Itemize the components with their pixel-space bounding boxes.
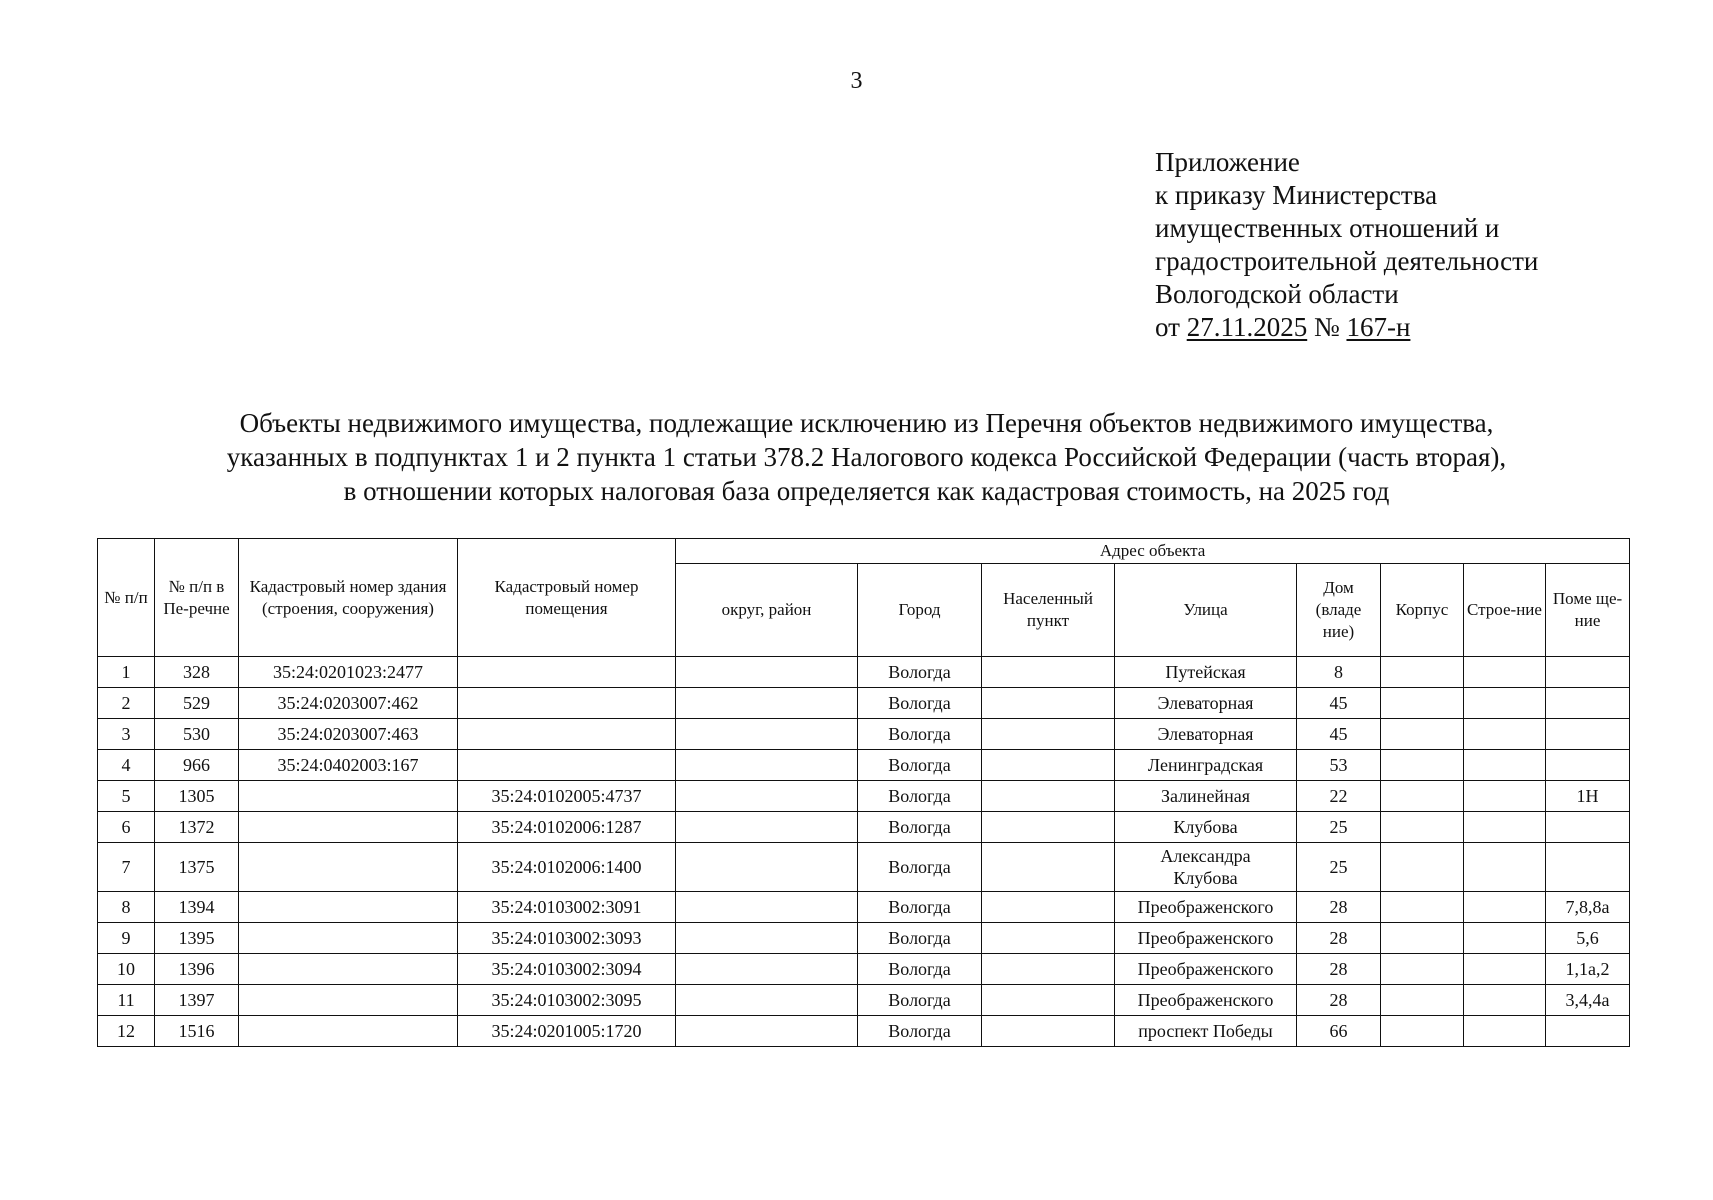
title-line: Объекты недвижимого имущества, подлежащие исключению из Перечня объектов недвижимого имущества, [239, 408, 1494, 438]
cell-list-num: 1516 [155, 1016, 239, 1047]
cell-building-cadastral [239, 923, 458, 954]
cell-pomeshchenie: 5,6 [1546, 923, 1630, 954]
cell-street: проспект Победы [1115, 1016, 1297, 1047]
cell-street: Элеваторная [1115, 688, 1297, 719]
table-row [98, 1016, 1630, 1047]
cell-building-cadastral [239, 781, 458, 812]
cell-num: 11 [98, 985, 155, 1016]
appendix-line: градостроительной деятельности [1155, 246, 1539, 276]
cell-stroenie [1464, 750, 1546, 781]
cell-num: 1 [98, 657, 155, 688]
cell-pomeshchenie [1546, 1016, 1630, 1047]
cell-settlement [982, 843, 1115, 892]
number-prefix: № [1313, 312, 1347, 342]
cell-korpus [1381, 719, 1464, 750]
cell-street: Преображенского [1115, 985, 1297, 1016]
cell-room-cadastral: 35:24:0201005:1720 [458, 1016, 676, 1047]
cell-room-cadastral [458, 719, 676, 750]
table-row [98, 985, 1630, 1016]
cell-street: Клубова [1115, 812, 1297, 843]
cell-city: Вологда [858, 1016, 982, 1047]
cell-district [676, 892, 858, 923]
cell-stroenie [1464, 781, 1546, 812]
cell-city: Вологда [858, 719, 982, 750]
cell-korpus [1381, 688, 1464, 719]
cell-building-cadastral: 35:24:0201023:2477 [239, 657, 458, 688]
cell-street: Александра Клубова [1115, 843, 1297, 892]
table-row [98, 954, 1630, 985]
cell-num: 9 [98, 923, 155, 954]
cell-settlement [982, 719, 1115, 750]
cell-pomeshchenie [1546, 812, 1630, 843]
cell-list-num: 1305 [155, 781, 239, 812]
cell-pomeshchenie [1546, 719, 1630, 750]
cell-building-cadastral [239, 843, 458, 892]
cell-building-cadastral: 35:24:0402003:167 [239, 750, 458, 781]
cell-settlement [982, 923, 1115, 954]
table-row [98, 657, 1630, 688]
header-settlement: Населенный пункт [982, 564, 1115, 657]
cell-num: 10 [98, 954, 155, 985]
cell-room-cadastral [458, 750, 676, 781]
header-list-num: № п/п в Пе-речне [155, 539, 239, 657]
appendix-block [1155, 146, 1538, 344]
cell-building-cadastral [239, 892, 458, 923]
cell-city: Вологда [858, 954, 982, 985]
cell-num: 4 [98, 750, 155, 781]
cell-house: 28 [1297, 923, 1381, 954]
cell-pomeshchenie [1546, 688, 1630, 719]
cell-city: Вологда [858, 923, 982, 954]
cell-room-cadastral: 35:24:0102006:1287 [458, 812, 676, 843]
title-line: в отношении которых налоговая база определяется как кадастровая стоимость, на 2025 год [343, 476, 1390, 506]
cell-list-num: 1394 [155, 892, 239, 923]
appendix-date-line [1155, 311, 1538, 344]
appendix-line: к приказу Министерства [1155, 180, 1438, 210]
table-row [98, 688, 1630, 719]
cell-house: 22 [1297, 781, 1381, 812]
cell-city: Вологда [858, 657, 982, 688]
cell-stroenie [1464, 892, 1546, 923]
cell-district [676, 750, 858, 781]
cell-list-num: 1375 [155, 843, 239, 892]
cell-room-cadastral: 35:24:0102005:4737 [458, 781, 676, 812]
cell-stroenie [1464, 657, 1546, 688]
cell-pomeshchenie: 1Н [1546, 781, 1630, 812]
cell-street: Элеваторная [1115, 719, 1297, 750]
cell-num: 12 [98, 1016, 155, 1047]
title-line: указанных в подпунктах 1 и 2 пункта 1 статьи 378.2 Налогового кодекса Российской Федерации (часть вторая), [226, 442, 1507, 472]
cell-korpus [1381, 657, 1464, 688]
cell-korpus [1381, 750, 1464, 781]
cell-korpus [1381, 812, 1464, 843]
cell-list-num: 530 [155, 719, 239, 750]
cell-district [676, 719, 858, 750]
cell-num: 7 [98, 843, 155, 892]
cell-room-cadastral [458, 688, 676, 719]
cell-street: Путейская [1115, 657, 1297, 688]
cell-district [676, 657, 858, 688]
cell-stroenie [1464, 985, 1546, 1016]
header-room-cadastral: Кадастровый номер помещения [458, 539, 676, 657]
table-row [98, 781, 1630, 812]
order-date: 27.11.2025 [1186, 312, 1308, 342]
cell-house: 45 [1297, 688, 1381, 719]
cell-korpus [1381, 1016, 1464, 1047]
cell-korpus [1381, 843, 1464, 892]
cell-district [676, 1016, 858, 1047]
objects-table [97, 538, 1630, 1047]
cell-building-cadastral [239, 812, 458, 843]
cell-house: 53 [1297, 750, 1381, 781]
table-row [98, 812, 1630, 843]
cell-list-num: 1395 [155, 923, 239, 954]
cell-stroenie [1464, 719, 1546, 750]
cell-house: 28 [1297, 954, 1381, 985]
header-house: Дом (владе ние) [1297, 564, 1381, 657]
cell-num: 5 [98, 781, 155, 812]
cell-city: Вологда [858, 812, 982, 843]
header-district: округ, район [676, 564, 858, 657]
cell-stroenie [1464, 1016, 1546, 1047]
cell-num: 3 [98, 719, 155, 750]
cell-settlement [982, 985, 1115, 1016]
cell-pomeshchenie [1546, 843, 1630, 892]
cell-city: Вологда [858, 892, 982, 923]
table-body [98, 657, 1630, 1047]
cell-district [676, 688, 858, 719]
cell-house: 25 [1297, 843, 1381, 892]
cell-building-cadastral [239, 985, 458, 1016]
cell-list-num: 1396 [155, 954, 239, 985]
cell-street: Залинейная [1115, 781, 1297, 812]
cell-settlement [982, 954, 1115, 985]
header-pomeshchenie: Поме ще-ние [1546, 564, 1630, 657]
header-street: Улица [1115, 564, 1297, 657]
cell-stroenie [1464, 923, 1546, 954]
cell-room-cadastral: 35:24:0103002:3091 [458, 892, 676, 923]
cell-list-num: 328 [155, 657, 239, 688]
cell-district [676, 954, 858, 985]
order-number: 167-н [1346, 312, 1411, 342]
cell-district [676, 985, 858, 1016]
cell-settlement [982, 812, 1115, 843]
cell-num: 6 [98, 812, 155, 843]
table-row [98, 750, 1630, 781]
cell-house: 45 [1297, 719, 1381, 750]
cell-korpus [1381, 892, 1464, 923]
cell-stroenie [1464, 812, 1546, 843]
cell-room-cadastral [458, 657, 676, 688]
cell-house: 25 [1297, 812, 1381, 843]
cell-stroenie [1464, 843, 1546, 892]
cell-city: Вологда [858, 750, 982, 781]
cell-stroenie [1464, 688, 1546, 719]
cell-house: 8 [1297, 657, 1381, 688]
cell-building-cadastral: 35:24:0203007:463 [239, 719, 458, 750]
cell-house: 28 [1297, 985, 1381, 1016]
cell-city: Вологда [858, 985, 982, 1016]
document-title [60, 406, 1673, 508]
header-num: № п/п [98, 539, 155, 657]
cell-settlement [982, 657, 1115, 688]
cell-building-cadastral: 35:24:0203007:462 [239, 688, 458, 719]
cell-pomeshchenie: 3,4,4а [1546, 985, 1630, 1016]
cell-korpus [1381, 954, 1464, 985]
cell-settlement [982, 892, 1115, 923]
table-row [98, 719, 1630, 750]
cell-district [676, 923, 858, 954]
cell-korpus [1381, 923, 1464, 954]
cell-settlement [982, 688, 1115, 719]
cell-city: Вологда [858, 781, 982, 812]
appendix-line: Вологодской области [1155, 279, 1399, 309]
page-number: 3 [850, 68, 863, 94]
cell-room-cadastral: 35:24:0103002:3095 [458, 985, 676, 1016]
cell-room-cadastral: 35:24:0103002:3093 [458, 923, 676, 954]
cell-city: Вологда [858, 688, 982, 719]
cell-list-num: 966 [155, 750, 239, 781]
cell-city: Вологда [858, 843, 982, 892]
appendix-line: имущественных отношений и [1155, 213, 1500, 243]
cell-building-cadastral [239, 954, 458, 985]
cell-room-cadastral: 35:24:0102006:1400 [458, 843, 676, 892]
cell-street: Преображенского [1115, 892, 1297, 923]
header-city: Город [858, 564, 982, 657]
cell-district [676, 812, 858, 843]
cell-room-cadastral: 35:24:0103002:3094 [458, 954, 676, 985]
cell-settlement [982, 750, 1115, 781]
header-building-cadastral: Кадастровый номер здания (строения, сооружения) [239, 539, 458, 657]
cell-pomeshchenie: 7,8,8а [1546, 892, 1630, 923]
header-korpus: Корпус [1381, 564, 1464, 657]
cell-korpus [1381, 781, 1464, 812]
cell-pomeshchenie: 1,1а,2 [1546, 954, 1630, 985]
cell-settlement [982, 1016, 1115, 1047]
cell-list-num: 1397 [155, 985, 239, 1016]
cell-district [676, 781, 858, 812]
cell-list-num: 529 [155, 688, 239, 719]
cell-list-num: 1372 [155, 812, 239, 843]
cell-num: 2 [98, 688, 155, 719]
cell-num: 8 [98, 892, 155, 923]
appendix-line: Приложение [1155, 147, 1300, 177]
header-address-group: Адрес объекта [676, 539, 1630, 564]
table-row [98, 923, 1630, 954]
cell-building-cadastral [239, 1016, 458, 1047]
cell-pomeshchenie [1546, 750, 1630, 781]
table-row [98, 843, 1630, 892]
date-prefix: от [1155, 312, 1187, 342]
cell-house: 28 [1297, 892, 1381, 923]
cell-stroenie [1464, 954, 1546, 985]
cell-street: Ленинградская [1115, 750, 1297, 781]
cell-street: Преображенского [1115, 923, 1297, 954]
cell-pomeshchenie [1546, 657, 1630, 688]
cell-street: Преображенского [1115, 954, 1297, 985]
cell-house: 66 [1297, 1016, 1381, 1047]
cell-district [676, 843, 858, 892]
header-stroenie: Строе-ние [1464, 564, 1546, 657]
cell-korpus [1381, 985, 1464, 1016]
table-row [98, 892, 1630, 923]
cell-settlement [982, 781, 1115, 812]
